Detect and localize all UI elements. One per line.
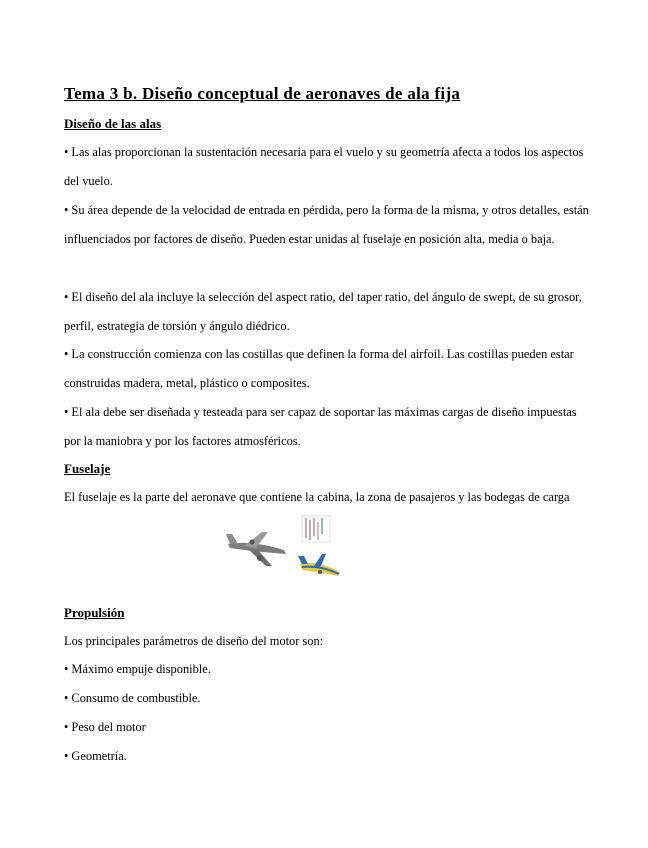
aircraft-figure: [222, 514, 350, 584]
section-heading-fuselage: Fuselaje: [64, 461, 111, 476]
wings-bullet-4: • La construcción comienza con las costillas que definen la forma del airfoil. Las costillas pueden estar construidas madera, metal, plástico o composites.: [64, 347, 574, 390]
section-heading-wings: Diseño de las alas: [64, 116, 162, 131]
propulsion-item-2: • Consumo de combustible.: [64, 691, 201, 705]
wings-bullet-5: • El ala debe ser diseñada y testeada para ser capaz de soportar las máximas cargas de diseño impuestas por la maniobra y por los factores atmosféricos.: [64, 405, 577, 448]
wings-bullet-1: • Las alas proporcionan la sustentación necesaria para el vuelo y su geometría afecta a todos los aspectos del vuelo.: [64, 145, 584, 188]
propulsion-item-1: • Máximo empuje disponible.: [64, 662, 211, 676]
propulsion-item-4: • Geometría.: [64, 749, 127, 763]
schematic-lines-icon: [302, 516, 330, 542]
propulsion-intro: Los principales parámetros de diseño del motor son:: [64, 634, 324, 648]
yellow-jet-icon: [298, 554, 340, 576]
wings-bullet-3: • El diseño del ala incluye la selección del aspect ratio, del taper ratio, del ángulo de swept, de su grosor, perfil, estrategia de torsión y ángulo diédrico.: [64, 290, 582, 333]
document-title: Tema 3 b. Diseño conceptual de aeronaves de ala fija: [64, 84, 461, 103]
gray-jet-icon: [226, 532, 286, 566]
fuselage-text: El fuselaje es la parte del aeronave que contiene la cabina, la zona de pasajeros y las bodegas de carga: [64, 490, 570, 504]
wings-bullet-2: • Su área depende de la velocidad de entrada en pérdida, pero la forma de la misma, y otros detalles, están influenciados por factores de diseño. Pueden estar unidas al fuselaje en posición alta, media o baja.: [64, 203, 589, 246]
propulsion-item-3: • Peso del motor: [64, 720, 146, 734]
airplanes-illustration: [222, 514, 350, 584]
section-heading-propulsion: Propulsión: [64, 605, 125, 620]
